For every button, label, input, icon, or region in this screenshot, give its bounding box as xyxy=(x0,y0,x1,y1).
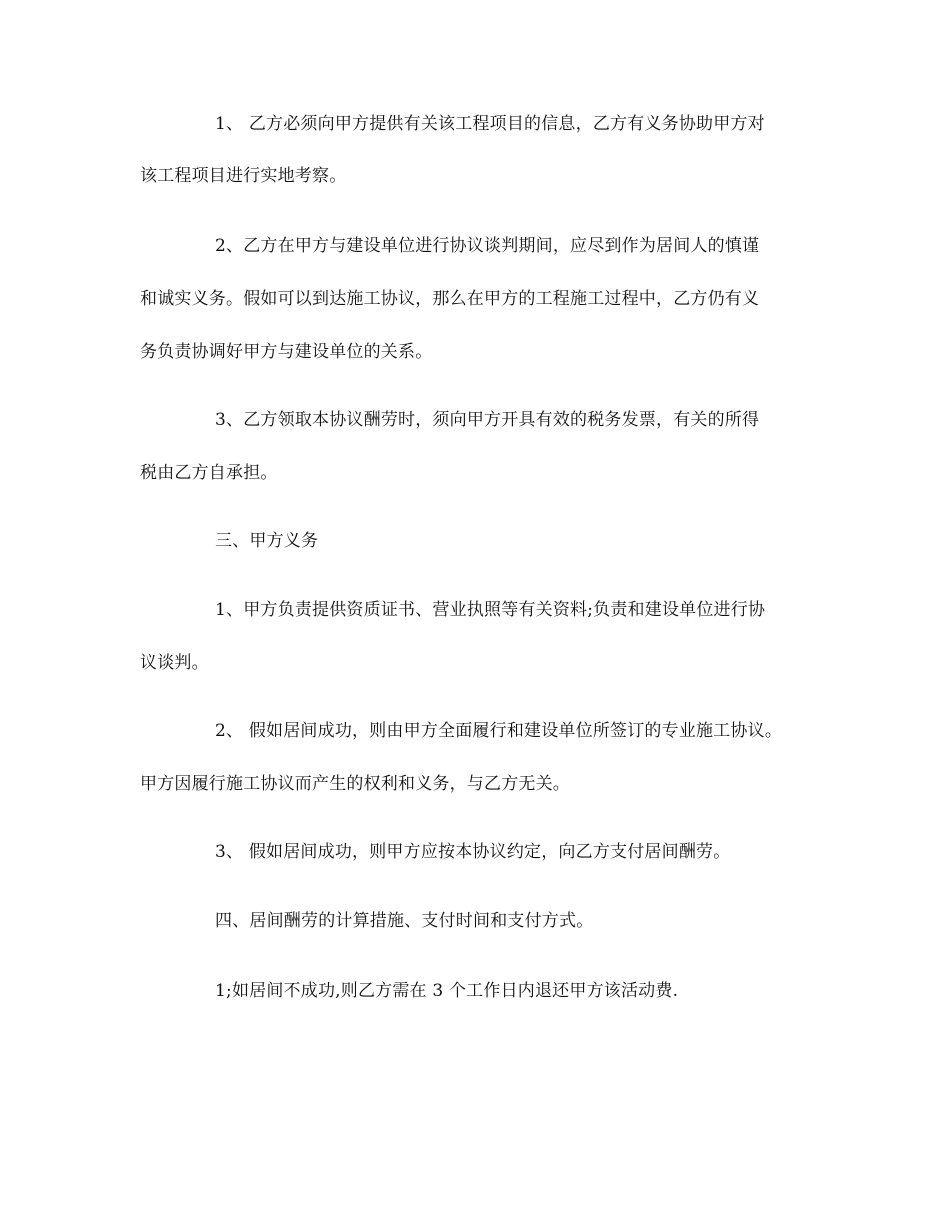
clause-b3-line1: 3、乙方领取本协议酬劳时，须向甲方开具有效的税务发票，有关的所得 xyxy=(215,410,760,430)
clause-b1-line2: 该工程项目进行实地考察。 xyxy=(140,166,347,186)
clause-b2-line3: 务负责协调好甲方与建设单位的关系。 xyxy=(140,342,433,362)
clause-a2-line2: 甲方因履行施工协议而产生的权利和义务，与乙方无关。 xyxy=(140,774,570,794)
section-heading-party-a-duties: 三、甲方义务 xyxy=(215,531,319,551)
clause-a3: 3、 假如居间成功，则甲方应按本协议约定，向乙方支付居间酬劳。 xyxy=(215,842,731,862)
clause-fee-1: 1;如居间不成功,则乙方需在 3 个工作日内退还甲方该活动费. xyxy=(215,981,679,1001)
clause-a1-line2: 议谈判。 xyxy=(140,653,209,673)
clause-b2-line2: 和诚实义务。假如可以到达施工协议，那么在甲方的工程施工过程中，乙方仍有义 xyxy=(140,289,760,309)
clause-a1-line1: 1、甲方负责提供资质证书、营业执照等有关资料;负责和建设单位进行协 xyxy=(215,600,766,620)
clause-a2-line1: 2、 假如居间成功，则由甲方全面履行和建设单位所签订的专业施工协议。 xyxy=(215,721,783,741)
clause-b3-line2: 税由乙方自承担。 xyxy=(140,463,278,483)
clause-b2-line1: 2、乙方在甲方与建设单位进行协议谈判期间，应尽到作为居间人的慎谨 xyxy=(215,236,760,256)
clause-b1-line1: 1、 乙方必须向甲方提供有关该工程项目的信息，乙方有义务协助甲方对 xyxy=(215,114,765,134)
section-heading-fee-calculation: 四、居间酬劳的计算措施、支付时间和支付方式。 xyxy=(215,911,594,931)
